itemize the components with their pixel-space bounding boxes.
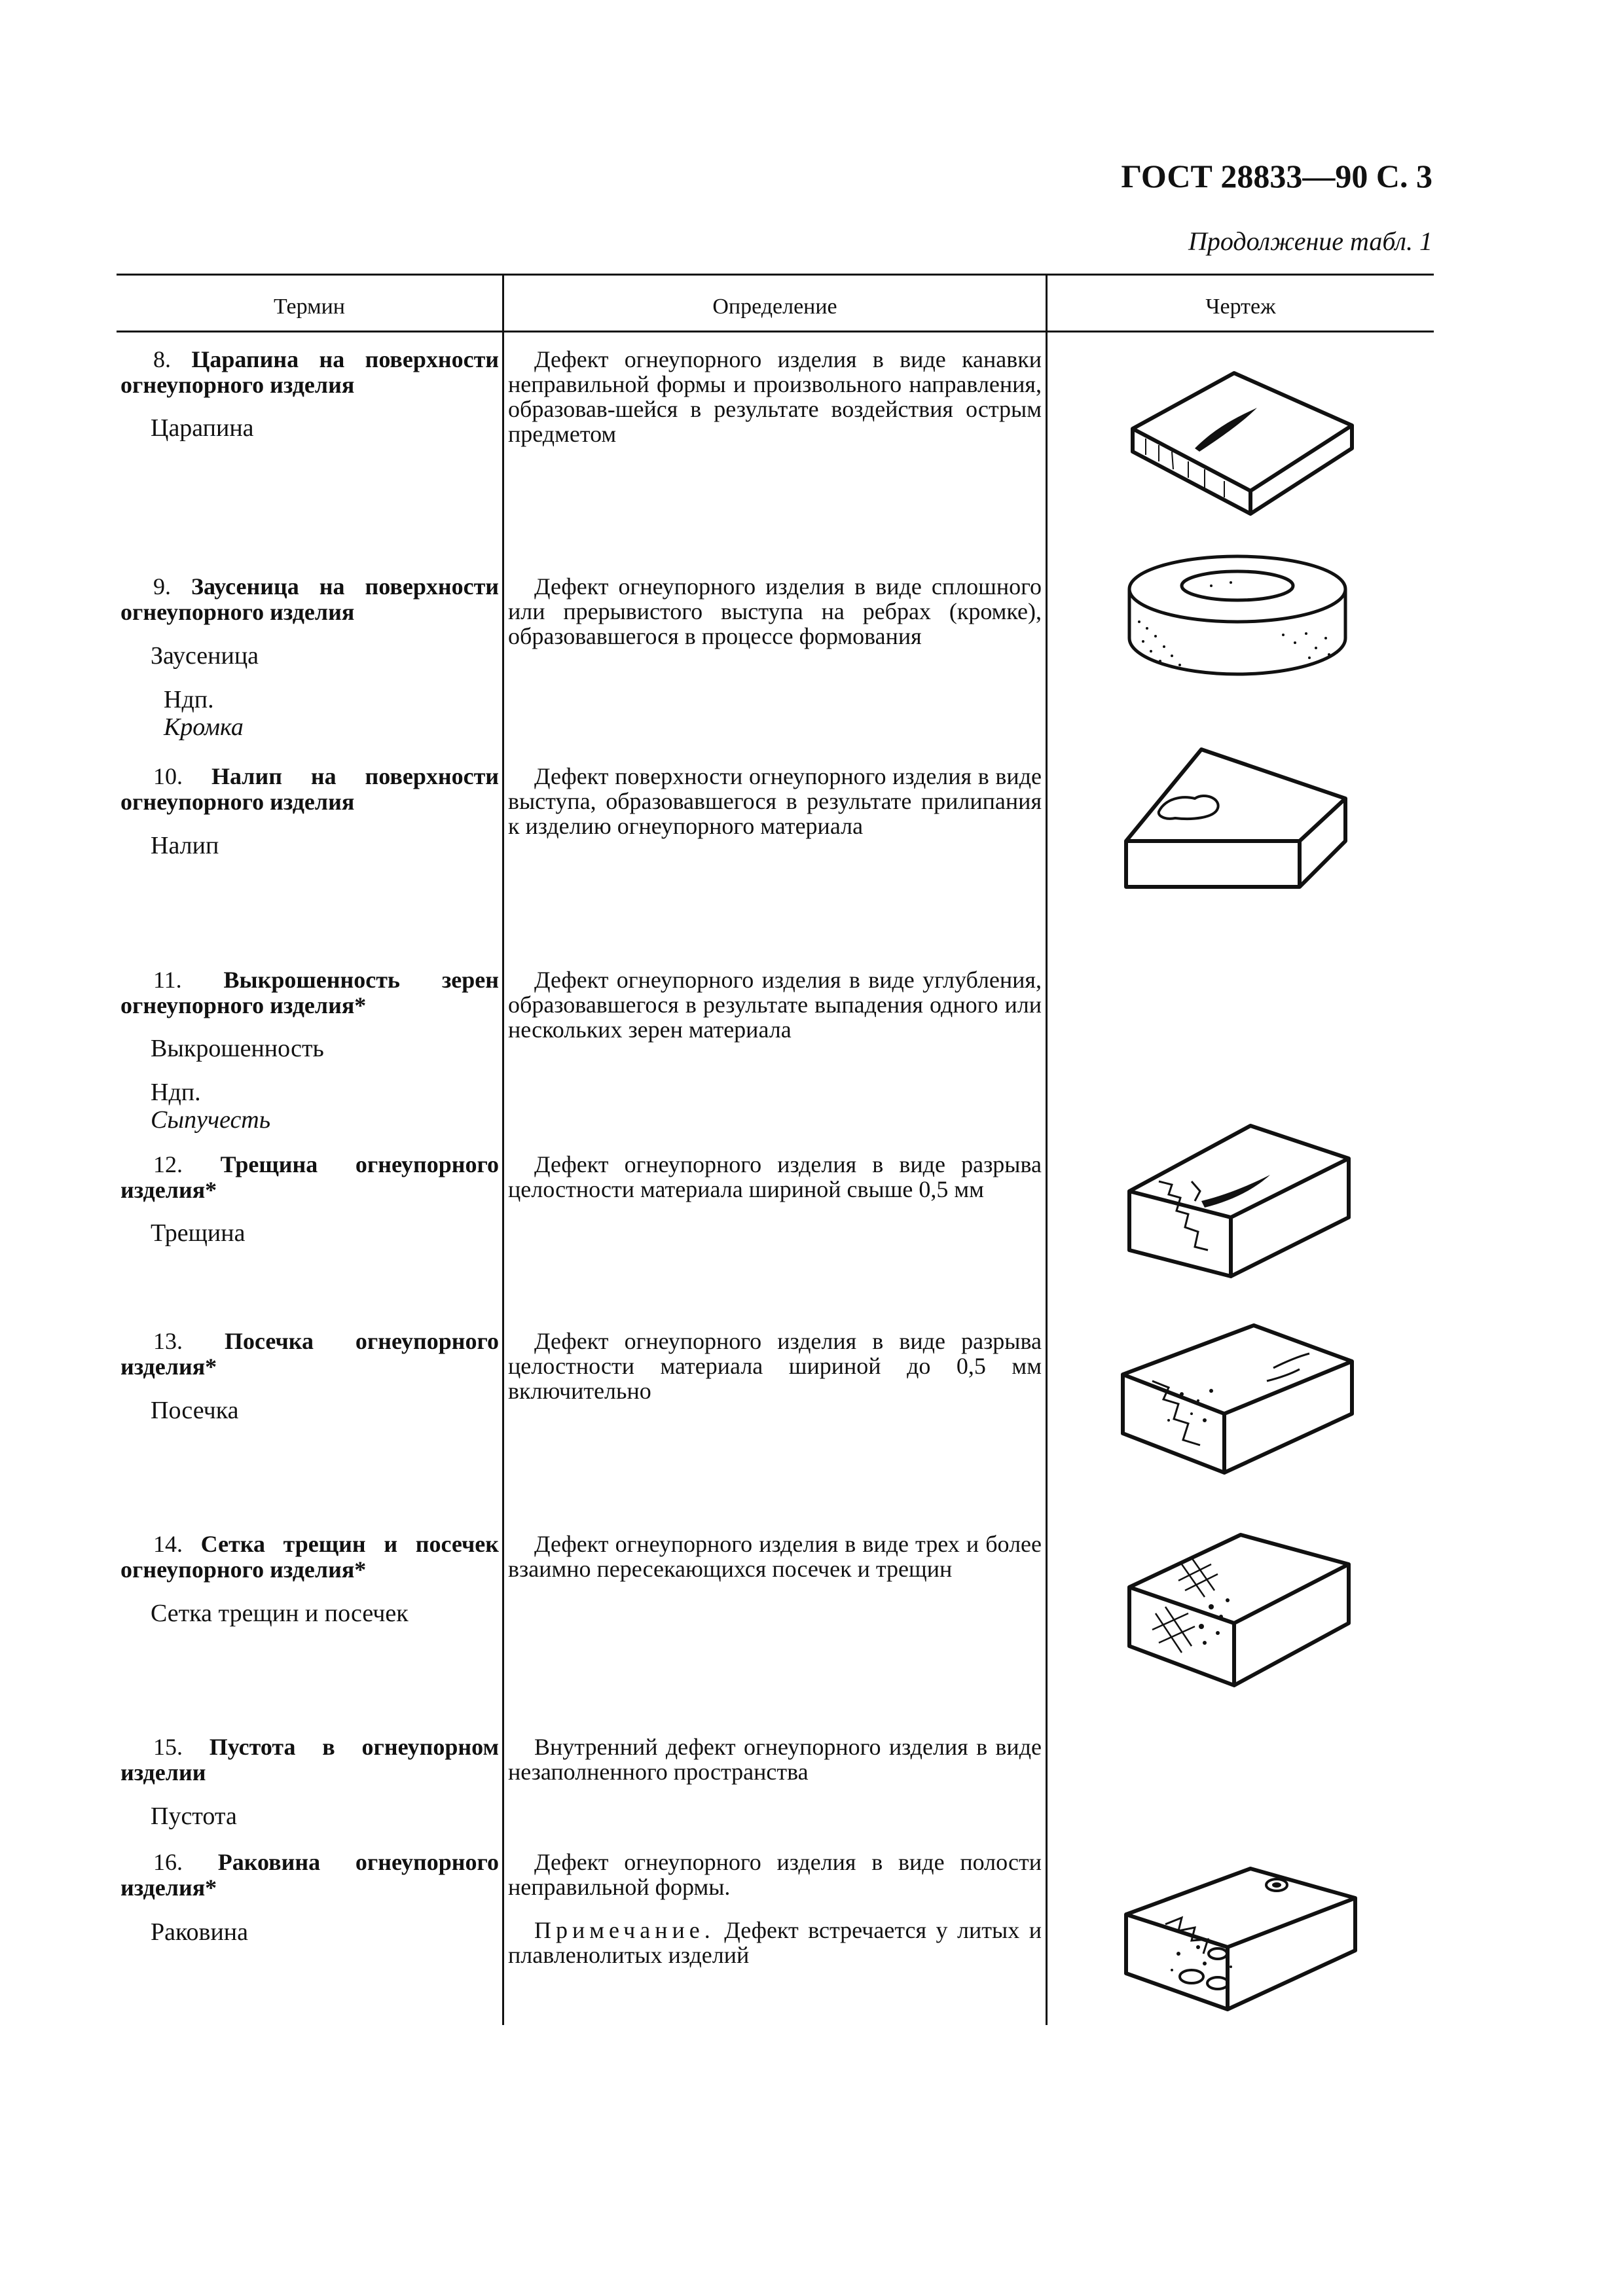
term-row-10: 10. Налип на поверхности огнеупорного изделия bbox=[120, 763, 499, 815]
note-text: Дефект встречается у литых и плавленолитых изделий bbox=[508, 1917, 1042, 1968]
deprecated-term-row-11: Ндп. Сыпучесть bbox=[151, 1079, 271, 1134]
definition-row-16: Дефект огнеупорного изделия в виде полости неправильной формы. bbox=[508, 1849, 1042, 1900]
column-divider-1 bbox=[502, 274, 504, 2025]
page-header: ГОСТ 28833—90 С. 3 bbox=[1121, 158, 1432, 194]
block-crack-icon bbox=[1123, 1119, 1359, 1276]
term-row-15: 15. Пустота в огнеупорном изделии bbox=[120, 1734, 500, 1785]
column-divider-2 bbox=[1046, 274, 1048, 2025]
definition-row-11: Дефект огнеупорного изделия в виде углубления, образовавшегося в результате выпадения одного или нескольких зерен материала bbox=[508, 967, 1042, 1043]
definition-row-9: Дефект огнеупорного изделия в виде сплошного или прерывистого выступа на ребрах (кромке), образовавшегося в процессе формования bbox=[508, 573, 1042, 649]
block-cavity-icon bbox=[1120, 1862, 1362, 2013]
definition-row-10: Дефект поверхности огнеупорного изделия в виде выступа, образовавшегося в результате прилипания к изделию огнеупорного материала bbox=[508, 763, 1042, 839]
short-term-row-16: Раковина bbox=[151, 1918, 249, 1946]
short-term-row-15: Пустота bbox=[151, 1803, 237, 1830]
definition-row-14: Дефект огнеупорного изделия в виде трех и более взаимно пересекающихся посечек и трещин bbox=[508, 1531, 1042, 1582]
table-continuation-label: Продолжение табл. 1 bbox=[1188, 226, 1432, 256]
short-term-row-14: Сетка трещин и посечек bbox=[151, 1600, 409, 1627]
short-term-row-11: Выкрошенность bbox=[151, 1035, 324, 1062]
note-row-16 bbox=[508, 1918, 1042, 1967]
table-header-rule bbox=[117, 331, 1434, 332]
term-row-14: 14. Сетка трещин и посечек огнеупорного изделия* bbox=[120, 1531, 499, 1583]
slab-adhesion-icon bbox=[1120, 743, 1355, 893]
brick-scratch-icon bbox=[1126, 357, 1362, 520]
term-row-9: 9. Заусеница на поверхности огнеупорного изделия bbox=[120, 573, 499, 625]
term-row-8: 8. Царапина на поверхности огнеупорного изделия bbox=[120, 346, 500, 398]
definition-row-15: Внутренний дефект огнеупорного изделия в виде незаполненного пространства bbox=[508, 1734, 1042, 1785]
block-hairline-icon bbox=[1116, 1322, 1359, 1479]
short-term-row-10: Налип bbox=[151, 832, 219, 859]
term-row-11: 11. Выкрошенность зерен огнеупорного изделия* bbox=[120, 967, 500, 1018]
term-row-13: 13. Посечка огнеупорного изделия* bbox=[120, 1328, 499, 1380]
short-term-row-9: Заусеница bbox=[151, 642, 259, 670]
block-crack-network-icon bbox=[1123, 1528, 1359, 1685]
column-header-drawing: Чертеж bbox=[1205, 295, 1276, 319]
ring-burr-icon bbox=[1120, 550, 1355, 681]
term-row-16: 16. Раковина огнеупорного изделия* bbox=[120, 1849, 500, 1901]
short-term-row-13: Посечка bbox=[151, 1397, 239, 1424]
term-row-12: 12. Трещина огнеупорного изделия* bbox=[120, 1151, 499, 1203]
deprecated-term-row-9: Ндп. Кромка bbox=[164, 686, 244, 741]
note-label: Примечание. bbox=[534, 1917, 715, 1943]
table-top-rule bbox=[117, 274, 1434, 276]
definition-row-13: Дефект огнеупорного изделия в виде разрыва целостности материала шириной до 0,5 мм включительно bbox=[508, 1328, 1042, 1404]
column-header-term: Термин bbox=[274, 295, 345, 319]
column-header-definition: Определение bbox=[712, 295, 837, 319]
definition-row-8: Дефект огнеупорного изделия в виде канавки неправильной формы и произвольного направления, образовав-шейся в результате воздействия острым предметом bbox=[508, 346, 1042, 447]
short-term-row-8: Царапина bbox=[151, 414, 254, 442]
definition-row-12: Дефект огнеупорного изделия в виде разрыва целостности материала шириной свыше 0,5 мм bbox=[508, 1151, 1042, 1202]
short-term-row-12: Трещина bbox=[151, 1219, 246, 1247]
